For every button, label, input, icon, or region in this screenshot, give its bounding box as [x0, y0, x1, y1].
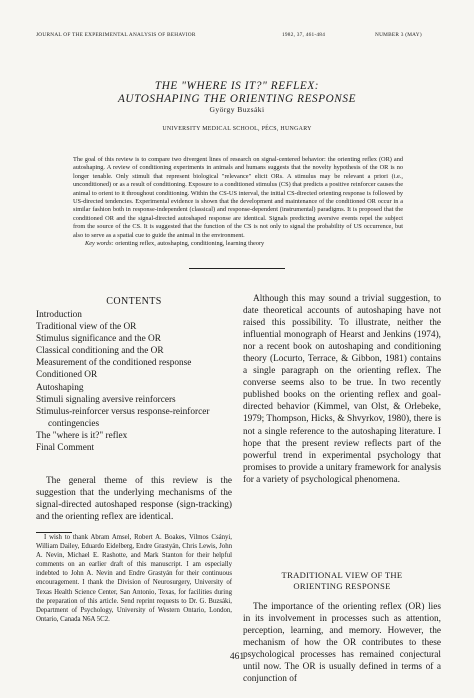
toc-item: Stimulus-reinforcer versus response-reinforcer — [36, 406, 210, 417]
abstract — [73, 156, 403, 248]
toc-item: Final Comment — [36, 443, 95, 454]
toc-item-continuation: contingencies — [48, 418, 100, 429]
left-body-paragraph: The general theme of this review is the suggestion that the underlying mechanisms of the signal-directed autoshaped response (sign-tracking) and the orienting reflex are identical. — [36, 476, 232, 522]
section-heading-line2: ORIENTING RESPONSE — [293, 580, 391, 591]
toc-item: Stimulus significance and the OR — [36, 334, 161, 345]
section-heading — [243, 570, 441, 591]
citation: 1982, 37, 461-484 — [282, 32, 326, 38]
issue-number: NUMBER 3 (MAY) — [375, 32, 422, 38]
page-number: 461 — [229, 652, 245, 662]
article-title-line2: AUTOSHAPING THE ORIENTING RESPONSE — [117, 93, 357, 105]
article-title-line1: THE "WHERE IS IT?" REFLEX: — [154, 80, 320, 92]
author-affiliation: UNIVERSITY MEDICAL SCHOOL, PÉCS, HUNGARY — [162, 126, 312, 132]
keywords-label: Key words: — [85, 240, 114, 248]
toc-item: Introduction — [36, 310, 82, 320]
section-body-paragraph: The importance of the orienting reflex (OR) lies in its involvement in processes such as attention, perception, learning, and memory. However, the mechanism of how the OR contributes to these psychological processes has remained conjectural until now. The OR is usually defined in terms of a conjunction of — [243, 602, 441, 684]
footnote: I wish to thank Abram Amsel, Robert A. Boakes, Vilmos Csányi, William Dailey, Eduardo Eidelberg, Endre Grastyán, Chris Lewis, John A. Nevin, Michael E. Rashotte, and Mark Stanton for their helpful comments on an earlier draft of this manuscript. I am especially indebted to John A. Nevin and Endre Grastyán for their continuous encouragement. I thank the Division of Neurosurgery, University of Texas Health Science Center, San Antonio, Texas, for facilities during the preparation of this article. Send reprint requests to Dr. G. Buzsáki, Department of Psychology, University of Western Ontario, London, Ontario, Canada N6A 5C2. — [36, 534, 232, 623]
toc-item: Traditional view of the OR — [36, 322, 137, 333]
keywords: orienting reflex, autoshaping, conditioning, learning theory — [115, 240, 265, 248]
journal-name: JOURNAL OF THE EXPERIMENTAL ANALYSIS OF BEHAVIOR — [36, 32, 196, 38]
author-name: György Buzsáki — [209, 105, 265, 114]
toc-item: Measurement of the conditioned response — [36, 358, 192, 369]
contents-heading: CONTENTS — [106, 296, 162, 307]
toc-item: Conditioned OR — [36, 370, 98, 381]
right-body-paragraph: Although this may sound a trivial suggestion, to date theoretical accounts of autoshaping have not raised this possibility. To illustrate, neither the influential monograph of Hearst and Jenkins (1974), nor a recent book on autoshaping and conditioning theory (Locurto, Terrace, & Gibbon, 1981) contains a single paragraph on the orienting reflex. The converse seems also to be true. In two recently published books on the orienting reflex and goal-directed behavior (Kimmel, van Olst, & Orlebeke, 1979; Thompson, Hicks, & Shvyrkov, 1980), there is not a single reference to the autoshaping literature. I hope that the present review reflects part of the powerful trend in experimental psychology that promises to provide a unitary framework for analysis for a variety of psychological phenomena. — [243, 294, 441, 485]
toc-item: Stimuli signaling aversive reinforcers — [36, 394, 176, 405]
toc-item: Autoshaping — [36, 382, 84, 393]
toc-item: The "where is it?" reflex — [36, 430, 128, 441]
toc-item: Classical conditioning and the OR — [36, 346, 164, 357]
section-divider — [189, 268, 285, 269]
section-heading-line1: TRADITIONAL VIEW OF THE — [281, 570, 403, 580]
keywords-line — [73, 240, 403, 248]
table-of-contents — [36, 309, 232, 454]
abstract-text: The goal of this review is to compare two divergent lines of research on signal-centered behavior: the orienting reflex (OR) and autoshaping. A review of conditioning experiments in animals and humans suggests that the novelty hypothesis of the OR is no longer tenable. Only stimuli that represent biological "relevance" elicit ORs. A stimulus may be relevant a priori (i.e., unconditioned) or as a result of conditioning. Exposure to a conditioned stimulus (CS) that predicts a positive reinforcer causes the animal to orient to it throughout conditioning. Within the CS-US interval, the initial CS-directed orienting response is followed by US-directed tendencies. Experimental evidence is shown that the development and maintenance of the conditioned OR occur in a similar fashion both in response-independent (classical) and response-dependent (instrumental) paradigms. It is proposed that the conditioned OR and the signal-directed autoshaped response are identical. Signals predicting aversive events repel the subject from the source of the CS. It is suggested that the function of the CS is not only to signal the probability of US occurrence, but also to serve as a spatial cue to guide the animal in the environment. — [73, 156, 403, 239]
